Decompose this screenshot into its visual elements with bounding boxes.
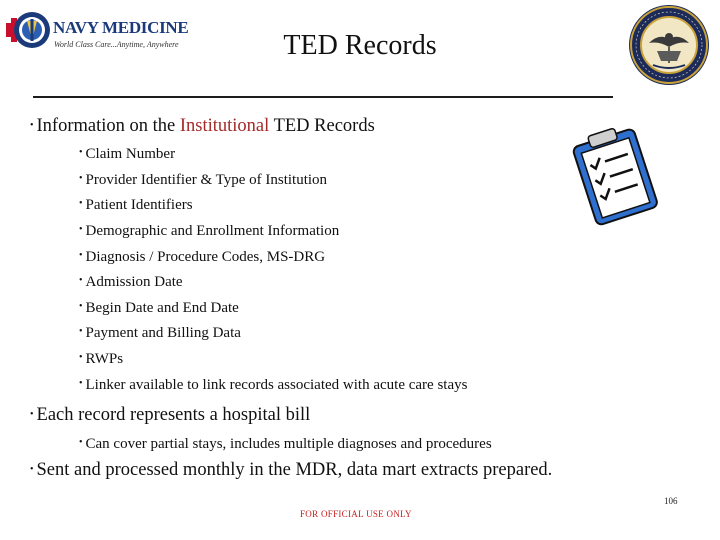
sub-bullet: • Can cover partial stays, includes multiple diagnoses and procedures <box>79 436 492 452</box>
clipboard-checklist-icon <box>555 122 675 230</box>
sub-bullet: • Payment and Billing Data <box>79 325 241 341</box>
sub-bullet: • Provider Identifier & Type of Institution <box>79 172 328 188</box>
bullet-hospital-bill: • Each record represents a hospital bill <box>30 405 311 425</box>
sub-bullet: • Patient Identifiers <box>79 197 193 213</box>
sub-bullet: • Diagnosis / Procedure Codes, MS-DRG <box>79 249 326 265</box>
brand-name: NAVY MEDICINE <box>53 18 189 37</box>
sub-bullet: • Begin Date and End Date <box>79 300 239 316</box>
slide-title: TED Records <box>283 30 437 61</box>
highlighted-term: Institutional <box>179 116 270 136</box>
title-divider <box>33 96 613 98</box>
bullet-sent-processed: • Sent and processed monthly in the MDR, data mart extracts prepared. <box>30 460 553 480</box>
sub-bullet: • Demographic and Enrollment Information <box>79 223 340 239</box>
sub-bullet: • Claim Number <box>79 146 176 162</box>
page-number: 106 <box>664 496 678 506</box>
bullet-dot: • <box>30 120 34 131</box>
classification-footer: FOR OFFICIAL USE ONLY <box>300 509 412 519</box>
sub-bullet: • RWPs <box>79 351 124 367</box>
brand-tagline: World Class Care...Anytime, Anywhere <box>54 40 179 49</box>
sub-bullet: • Linker available to link records associated with acute care stays <box>79 377 468 393</box>
bullet-institutional-info: • Information on the Institutional TED Records <box>30 116 375 136</box>
sub-bullet: • Admission Date <box>79 274 183 290</box>
